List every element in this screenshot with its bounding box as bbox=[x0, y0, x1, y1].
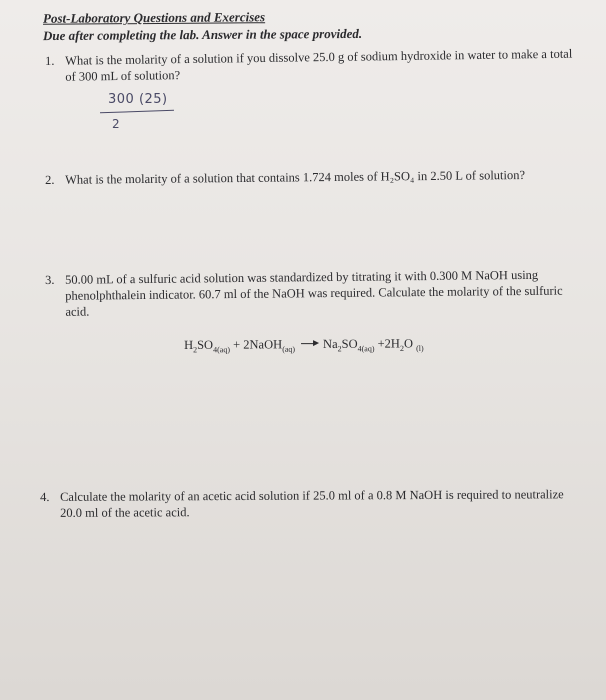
question-2 bbox=[45, 166, 575, 188]
eq-product2: +2H bbox=[377, 336, 400, 351]
question-text: What is the molarity of a solution that contains 1.724 moles of H₂SO₄ in 2.50 L of solution? bbox=[65, 167, 526, 187]
reaction-arrow-icon bbox=[301, 343, 317, 344]
question-number: 4. bbox=[40, 489, 50, 504]
question-number: 2. bbox=[45, 172, 55, 187]
eq-product1: Na bbox=[322, 336, 338, 352]
question-1 bbox=[45, 46, 575, 85]
question-text: What is the molarity of a solution if you dissolve 25.0 g of sodium hydroxide in water to make a total of 300 mL of solution? bbox=[65, 46, 573, 84]
fraction-bar bbox=[100, 110, 174, 114]
handwritten-denominator: 2 bbox=[112, 117, 120, 131]
chemical-equation: $H_2SO_{4(aq)}$ + 2NaOH$_{(aq)}$ $Na_2SO_{4(aq)} +2H_2O$ $_{(l)}$ bbox=[184, 336, 424, 355]
handwritten-answer bbox=[98, 92, 178, 136]
question-3 bbox=[45, 267, 565, 320]
page-subtitle: Due after completing the lab. Answer in the space provided. bbox=[42, 25, 363, 44]
page-title: Post-Laboratory Questions and Exercises bbox=[42, 9, 266, 26]
question-number: 3. bbox=[45, 272, 55, 287]
eq-reactant2: + 2NaOH bbox=[233, 337, 283, 352]
question-number: 1. bbox=[45, 53, 55, 68]
question-text: Calculate the molarity of an acetic acid solution if 25.0 ml of a 0.8 M NaOH is required to neutralize 20.0 ml of the acetic acid. bbox=[60, 487, 564, 520]
eq-reactant1: H bbox=[184, 337, 194, 352]
handwritten-numerator: 300 (25) bbox=[108, 92, 168, 107]
question-text: 50.00 mL of a sulfuric acid solution was standardized by titrating it with 0.300 M NaOH using phenolphthalein indicator. 60.7 ml of the NaOH was required. Calculate the molarity of the sulfuric acid. bbox=[65, 267, 563, 319]
question-4 bbox=[40, 486, 570, 521]
